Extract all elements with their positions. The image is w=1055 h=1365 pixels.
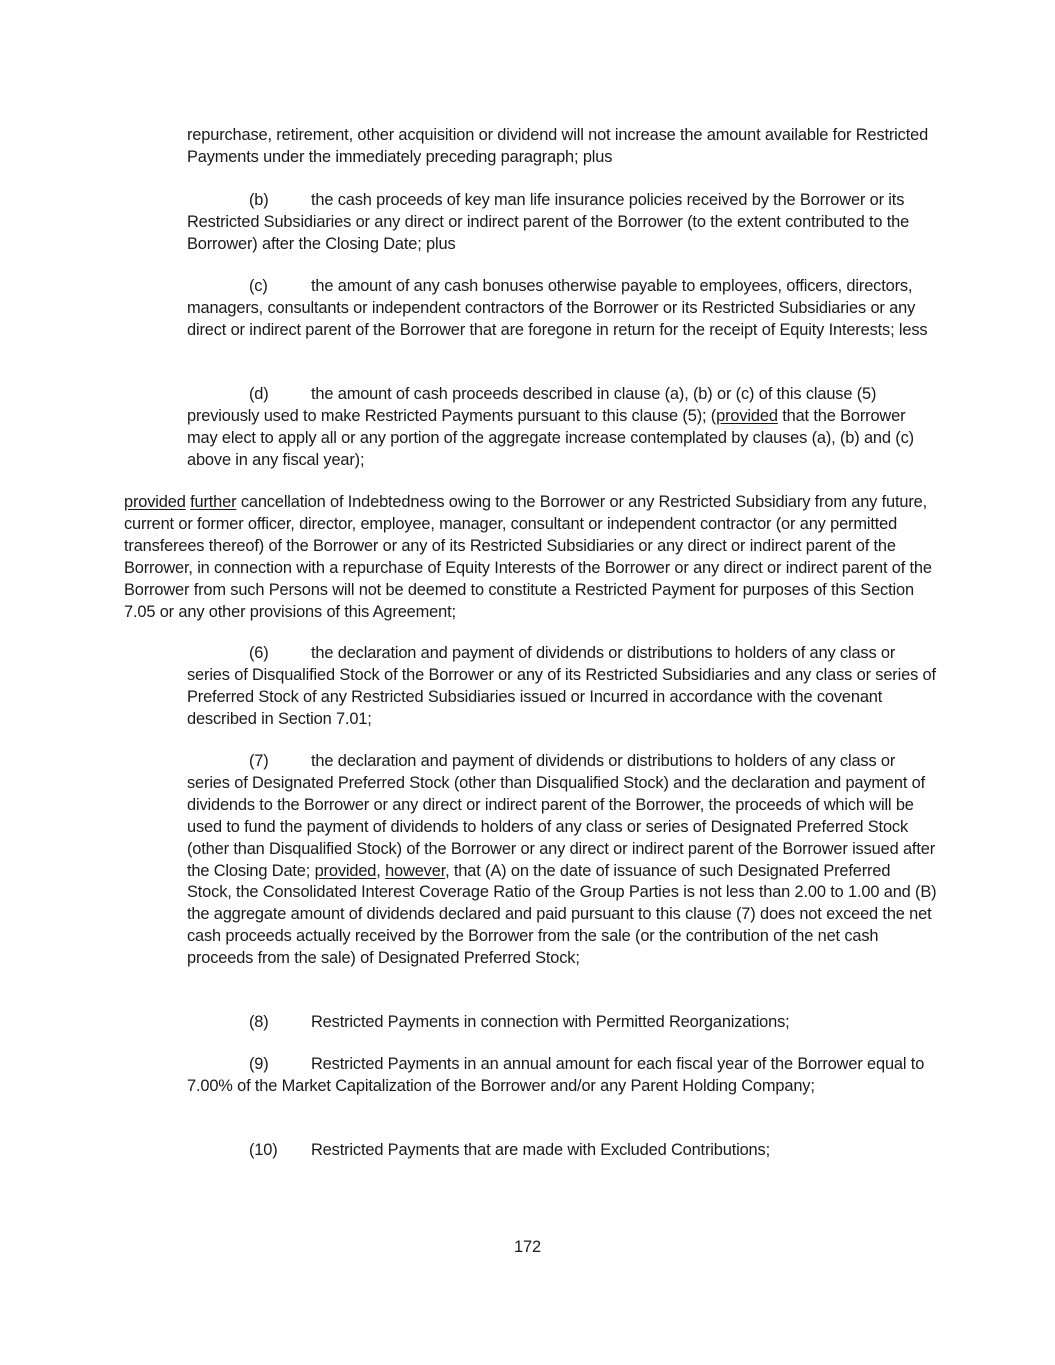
clause-7-text-pre: the declaration and payment of dividends or distributions to holders of any class or series of Designated Preferred Stock (other than Disqualified Stock) and the declaration and payment of dividends to the Borrower or any direct or indirect parent of the Borrower, the proceeds of which will be used to fund the payment of dividends to holders of any class or series of Designated Preferred Stock (other than Disqualified Stock) of the Borrower or any direct or indirect parent of the Borrower issued after the Closing Date; (187, 752, 936, 880)
clause-8 (187, 1012, 939, 1034)
clause-10 (187, 1140, 939, 1162)
clause-8-label: (8) (249, 1013, 269, 1031)
clause-c-label: (c) (249, 277, 268, 295)
intro-paragraph: repurchase, retirement, other acquisition or dividend will not increase the amount available for Restricted Payments under the immediately preceding paragraph; plus (187, 126, 929, 166)
clause-9-text: Restricted Payments in an annual amount for each fiscal year of the Borrower equal to 7.00% of the Market Capitalization of the Borrower and/or any Parent Holding Company; (187, 1055, 925, 1095)
clause-d-text-pre: the amount of cash proceeds described in clause (a), (b) or (c) of this clause (5) previously used to make Restricted Payments pursuant to this clause (5); ( (187, 385, 877, 425)
proviso-text: cancellation of Indebtedness owing to the Borrower or any Restricted Subsidiary from any future, current or former officer, director, employee, manager, consultant or independent contractor (or any permitted transferees thereof) of the Borrower or any of its Restricted Subsidiaries or any direct or indirect parent of the Borrower, in connection with a repurchase of Equity Interests of the Borrower or any direct or indirect parent of the Borrower from such Persons will not be deemed to constitute a Restricted Payment for purposes of this Section 7.05 or any other provisions of this Agreement; (124, 493, 932, 621)
clause-c-text: the amount of any cash bonuses otherwise payable to employees, officers, directors, managers, consultants or independent contractors of the Borrower or its Restricted Subsidiaries or any direct or indirect parent of the Borrower that are foregone in return for the receipt of Equity Interests; less (187, 277, 928, 339)
clause-7-label: (7) (249, 752, 269, 770)
clause-10-text: Restricted Payments that are made with Excluded Contributions; (311, 1141, 770, 1159)
clause-7 (187, 751, 939, 970)
clause-7-however: however (385, 861, 446, 880)
clause-8-text: Restricted Payments in connection with Permitted Reorganizations; (311, 1013, 790, 1031)
clause-7-text-post: , that (A) on the date of issuance of such Designated Preferred Stock, the Consolidated Interest Coverage Ratio of the Group Parties is not less than 2.00 to 1.00 and (B) the aggregate amount of dividends declared and paid pursuant to this clause (7) does not exceed the net cash proceeds actually received by the Borrower from the sale (or the contribution of the net cash proceeds from the sale) of Designated Preferred Stock; (187, 861, 937, 968)
proviso-provided: provided (124, 493, 186, 511)
clause-d-text-post: that the Borrower may elect to apply all or any portion of the aggregate increase contemplated by clauses (a), (b) and (c) above in any fiscal year); (187, 406, 914, 469)
proviso-further: further (190, 493, 237, 511)
clause-d-label: (d) (249, 385, 269, 403)
clause-6-label: (6) (249, 644, 269, 662)
clause-c (187, 276, 939, 342)
clause-9 (187, 1054, 939, 1098)
proviso-paragraph (124, 492, 939, 623)
page-number: 172 (514, 1238, 541, 1256)
clause-d-provided: provided (716, 406, 778, 425)
clause-d (187, 384, 939, 472)
clause-6-text: the declaration and payment of dividends or distributions to holders of any class or series of Disqualified Stock of the Borrower or any of its Restricted Subsidiaries and any class or series of Preferred Stock of any Restricted Subsidiaries issued or Incurred in accordance with the covenant described in Section 7.01; (187, 644, 936, 728)
clause-b (187, 190, 939, 256)
clause-b-label: (b) (249, 191, 269, 209)
clause-6 (187, 643, 939, 731)
clause-7-sep: , (376, 861, 386, 880)
clause-7-provided: provided (314, 861, 377, 880)
clause-9-label: (9) (249, 1055, 269, 1073)
clause-10-label: (10) (249, 1141, 278, 1159)
clause-b-text: the cash proceeds of key man life insurance policies received by the Borrower or its Restricted Subsidiaries or any direct or indirect parent of the Borrower (to the extent contributed to the Borrower) after the Closing Date; plus (187, 191, 910, 253)
